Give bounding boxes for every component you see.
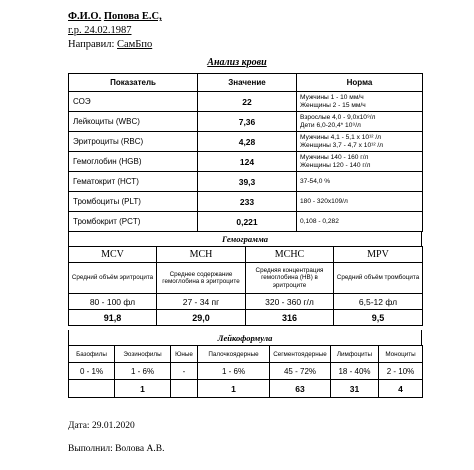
patient-name-label: Ф.И.О. <box>68 11 102 22</box>
parameter-name: Тромбоциты (PLT) <box>69 192 198 212</box>
leukoformula-caption: Юные <box>171 346 198 363</box>
leukoformula-caption: Палочкоядерные <box>198 346 270 363</box>
norm-line: Женщины 3,7 - 4,7 х 10¹² /л <box>300 141 384 149</box>
parameter-value: 4,28 <box>198 132 297 152</box>
hemogram-result: 29,0 <box>157 310 246 326</box>
hemogram-code: MCV <box>69 247 157 263</box>
leukoformula-result: 31 <box>331 380 379 398</box>
column-header: Показатель <box>69 74 198 92</box>
norm-line: Женщины 120 - 140 г/л <box>300 161 371 169</box>
parameter-norm <box>297 152 423 172</box>
leukoformula-range: - <box>171 363 198 380</box>
norm-line: Мужчины 140 - 160 г/л <box>300 153 369 161</box>
norm-line: Мужчины 4,1 - 5,1 х 10¹² /л <box>300 133 381 141</box>
hemogram-range: 80 - 100 фл <box>69 294 157 310</box>
hemogram-code: MCHC <box>246 247 334 263</box>
table-row <box>69 112 423 132</box>
hemogram-result: 91,8 <box>69 310 157 326</box>
parameter-value: 39,3 <box>198 172 297 192</box>
table-header-row <box>69 74 423 92</box>
analysis-date: Дата: 29.01.2020 <box>68 421 135 431</box>
leukoformula-range: 1 - 6% <box>198 363 270 380</box>
hemogram-description: Средняя концентрация гемоглобина (НВ) в эритроците <box>246 263 334 294</box>
parameter-name: Лейкоциты (WBC) <box>69 112 198 132</box>
leukoformula-result: 1 <box>115 380 171 398</box>
hemogram-description: Среднее содержание гемоглобина в эритроците <box>157 263 246 294</box>
parameter-name: Гемоглобин (HGB) <box>69 152 198 172</box>
hemogram-range: 6,5-12 фл <box>334 294 423 310</box>
norm-line: Дети 6,0-20,4* 10⁹/л <box>300 121 361 129</box>
referral-label: Направил: <box>68 39 115 50</box>
hemogram-result-row <box>69 310 423 326</box>
norm-line: Женщины 2 - 15 мм/ч <box>300 101 366 109</box>
table-row <box>69 92 423 112</box>
parameter-norm <box>297 112 423 132</box>
parameter-value: 233 <box>198 192 297 212</box>
parameter-value: 124 <box>198 152 297 172</box>
parameter-norm: 37-54,0 % <box>297 172 423 192</box>
table-row <box>69 212 423 232</box>
leukoformula-range-row <box>69 363 423 380</box>
column-header: Норма <box>297 74 423 92</box>
leukoformula-range: 18 - 40% <box>331 363 379 380</box>
table-row <box>69 132 423 152</box>
hemogram-range: 27 - 34 пг <box>157 294 246 310</box>
parameter-norm <box>297 132 423 152</box>
leukoformula-result <box>171 380 198 398</box>
hemogram-code: MCH <box>157 247 246 263</box>
norm-line: Взрослые 4,0 - 9,0х10⁹/л <box>300 113 376 121</box>
hemogram-code: MPV <box>334 247 423 263</box>
leukoformula-range: 45 - 72% <box>270 363 331 380</box>
referral <box>68 39 152 51</box>
norm-line: Мужчины 1 - 10 мм/ч <box>300 93 364 101</box>
hemogram-description: Средний объём тромбоцита <box>334 263 423 294</box>
parameter-name: СОЭ <box>69 92 198 112</box>
leukoformula-range: 0 - 1% <box>69 363 115 380</box>
hemogram-table <box>68 246 423 326</box>
leukoformula-result: 63 <box>270 380 331 398</box>
table-row <box>69 192 423 212</box>
parameter-norm: 0,108 - 0,282 <box>297 212 423 232</box>
parameter-name: Гематокрит (НСТ) <box>69 172 198 192</box>
leukoformula-caption: Базофилы <box>69 346 115 363</box>
leukoformula-result: 1 <box>198 380 270 398</box>
parameter-value: 0,221 <box>198 212 297 232</box>
table-row <box>69 152 423 172</box>
parameter-value: 7,36 <box>198 112 297 132</box>
hemogram-description: Средний объём эритроцита <box>69 263 157 294</box>
column-header: Значение <box>198 74 297 92</box>
leukoformula-caption: Сегментоядерные <box>270 346 331 363</box>
hemogram-range-row <box>69 294 423 310</box>
document-title <box>0 57 474 68</box>
referral-value: СамБпо <box>117 39 153 50</box>
patient-name-value: Попова Е.С, <box>103 11 162 22</box>
leukoformula-table <box>68 345 423 398</box>
parameter-name: Тромбокрит (PCT) <box>69 212 198 232</box>
hemogram-range: 320 - 360 г/л <box>246 294 334 310</box>
leukoformula-title: Лейкоформула <box>68 330 422 346</box>
leukoformula-caption: Лимфоциты <box>331 346 379 363</box>
leukoformula-range: 2 - 10% <box>379 363 423 380</box>
leukoformula-caption: Моноциты <box>379 346 423 363</box>
parameter-norm <box>297 92 423 112</box>
blood-analysis-table <box>68 73 423 232</box>
birth-date: г.р. 24.02.1987 <box>68 25 132 36</box>
document-title-text: Анализ крови <box>207 57 267 68</box>
leukoformula-result <box>69 380 115 398</box>
leukoformula-result-row <box>69 380 423 398</box>
patient-name <box>68 11 162 23</box>
hemogram-code-row <box>69 247 423 263</box>
leukoformula-range: 1 - 6% <box>115 363 171 380</box>
table-row <box>69 172 423 192</box>
parameter-value: 22 <box>198 92 297 112</box>
hemogram-title: Гемограмма <box>68 231 422 247</box>
performer: Выполнил: Волова А.В. <box>68 444 165 454</box>
leukoformula-result: 4 <box>379 380 423 398</box>
leukoformula-caption: Эозинофилы <box>115 346 171 363</box>
hemogram-desc-row <box>69 263 423 294</box>
hemogram-result: 9,5 <box>334 310 423 326</box>
parameter-norm: 180 - 320х109/л <box>297 192 423 212</box>
parameter-name: Эритроциты (RBC) <box>69 132 198 152</box>
leukoformula-caption-row <box>69 346 423 363</box>
hemogram-result: 316 <box>246 310 334 326</box>
